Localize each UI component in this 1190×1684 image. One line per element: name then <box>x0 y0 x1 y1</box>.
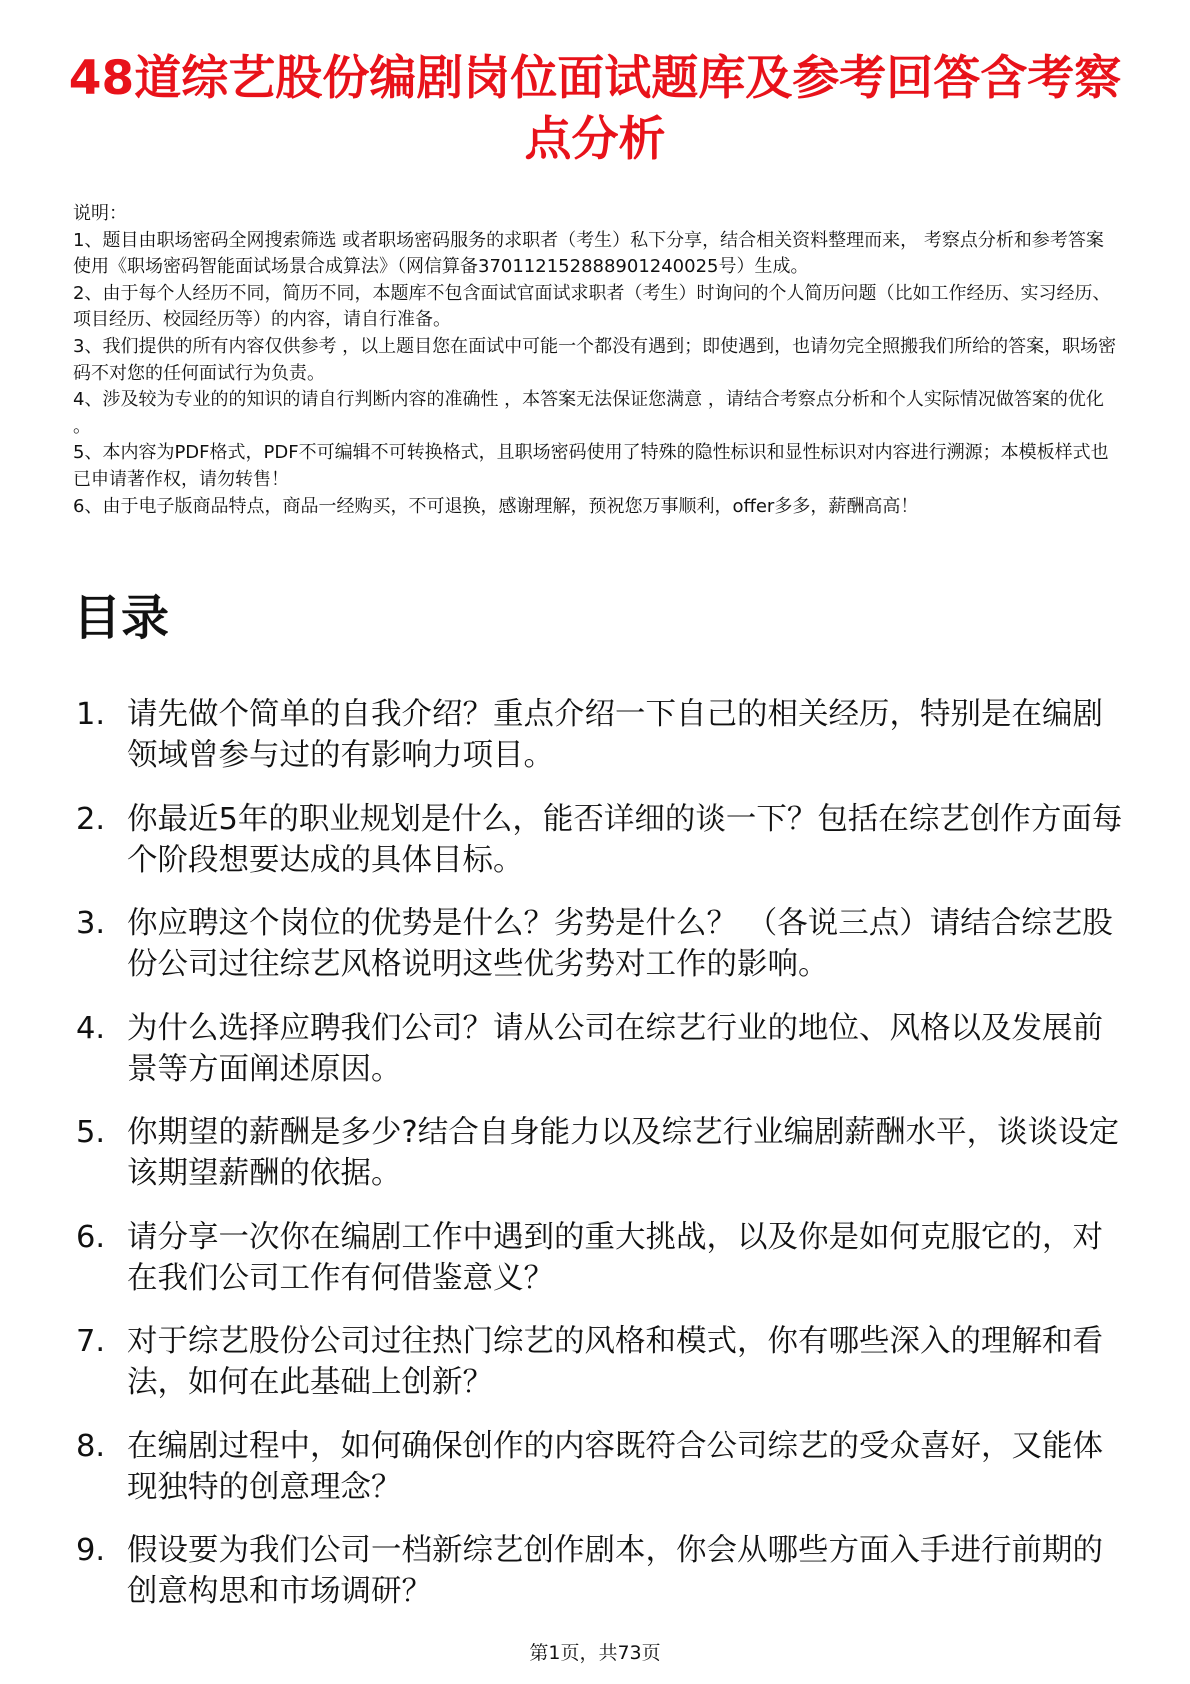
note-item: 5、本内容为PDF格式，PDF不可编辑不可转换格式，且职场密码使用了特殊的隐性标识和显性标识对内容进行溯源；本模板样式也已申请著作权，请勿转售！ <box>73 442 1109 490</box>
notes-section <box>73 201 1120 520</box>
question-text: 请分享一次你在编剧工作中遇到的重大挑战，以及你是如何克服它的，对在我们公司工作有何借鉴意义？ <box>127 1219 1103 1296</box>
question-text: 为什么选择应聘我们公司？请从公司在综艺行业的地位、风格以及发展前景等方面阐述原因。 <box>127 1010 1103 1087</box>
question-item <box>76 1008 1130 1090</box>
question-item <box>76 1530 1130 1612</box>
question-number: 8. <box>76 1428 106 1464</box>
question-item <box>76 1217 1130 1299</box>
question-number: 9. <box>76 1533 106 1568</box>
question-number: 7. <box>76 1324 106 1359</box>
question-number: 3. <box>76 906 106 941</box>
question-item <box>76 799 1130 881</box>
note-item: 2、由于每个人经历不同，简历不同，本题库不包含面试官面试求职者（考生）时询问的个人简历问题（比如工作经历、实习经历、项目经历、校园经历等）的内容，请自行准备。 <box>73 282 1111 331</box>
question-text: 在编剧过程中，如何确保创作的内容既符合公司综艺的受众喜好，又能体现独特的创意理念？ <box>127 1428 1103 1505</box>
question-text: 你应聘这个岗位的优势是什么？劣势是什么？ （各说三点）请结合综艺股份公司过往综艺风格说明这些优劣势对工作的影响。 <box>127 906 1113 982</box>
question-text: 请先做个简单的自我介绍？重点介绍一下自己的相关经历，特别是在编剧领域曾参与过的有影响力项目。 <box>127 697 1103 773</box>
question-item <box>76 1321 1130 1403</box>
note-item: 1、题目由职场密码全网搜索筛选 或者职场密码服务的求职者（考生）私下分享，结合相关资料整理而来， 考察点分析和参考答案使用《职场密码智能面试场景合成算法》（网信算备370112152888901240025号）生成。 <box>73 229 1104 278</box>
question-text: 你期望的薪酬是多少?结合自身能力以及综艺行业编剧薪酬水平，谈谈设定该期望薪酬的依据。 <box>127 1115 1120 1191</box>
question-number: 6. <box>76 1219 106 1255</box>
question-number: 4. <box>76 1010 106 1046</box>
question-list <box>76 694 1130 1635</box>
note-item: 3、我们提供的所有内容仅供参考 ，以上题目您在面试中可能一个都没有遇到；即使遇到，也请勿完全照搬我们所给的答案，职场密码不对您的任何面试行为负责。 <box>73 335 1117 384</box>
question-item <box>76 694 1130 776</box>
question-number: 5. <box>76 1115 106 1150</box>
question-number: 2. <box>76 801 106 837</box>
question-text: 对于综艺股份公司过往热门综艺的风格和模式，你有哪些深入的理解和看法，如何在此基础上创新？ <box>127 1324 1103 1400</box>
document-title: 48道综艺股份编剧岗位面试题库及参考回答含考察点分析 <box>68 51 1122 167</box>
question-text: 假设要为我们公司一档新综艺创作剧本，你会从哪些方面入手进行前期的创意构思和市场调研？ <box>127 1533 1103 1609</box>
question-item <box>76 903 1130 985</box>
question-number: 1. <box>76 697 106 732</box>
question-text: 你最近5年的职业规划是什么，能否详细的谈一下？包括在综艺创作方面每个阶段想要达成的具体目标。 <box>127 801 1123 878</box>
note-item: 6、由于电子版商品特点，商品一经购买，不可退换，感谢理解，预祝您万事顺利，offer多多，薪酬高高！ <box>73 495 919 517</box>
page-footer: 第1页，共73页 <box>529 1642 661 1664</box>
notes-heading: 说明： <box>73 203 127 224</box>
note-item: 4、涉及较为专业的的知识的请自行判断内容的准确性 ，本答案无法保证您满意 ，请结合考察点分析和个人实际情况做答案的优化 。 <box>73 389 1104 437</box>
toc-heading: 目录 <box>73 590 170 646</box>
question-item <box>76 1112 1130 1194</box>
question-item <box>76 1426 1130 1508</box>
